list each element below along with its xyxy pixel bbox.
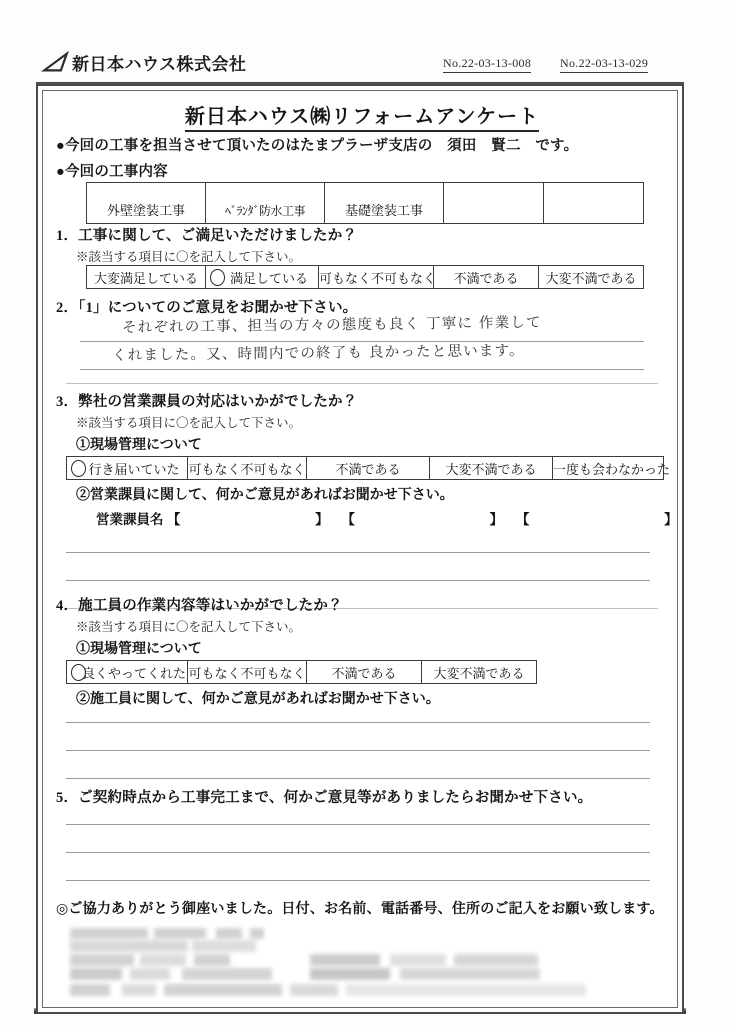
q4-option-0-label: 良くやってくれた <box>81 665 186 681</box>
page-title-text: 新日本ハウス㈱リフォームアンケート <box>185 104 539 132</box>
q3-option-2[interactable] <box>307 457 430 480</box>
question-3-options-table <box>66 456 671 480</box>
question-3-sub2: ②営業課員に関して、何かご意見があればお聞かせ下さい。 <box>76 488 454 503</box>
bracket-open-3: 【 <box>515 512 530 527</box>
work-content-table <box>86 182 644 224</box>
closing-note: ◎ご協力ありがとう御座いました。日付、お名前、電話番号、住所のご記入をお願い致します。 <box>56 902 664 917</box>
question-4-options-wrap <box>66 660 537 684</box>
bracket-close-1: 】 <box>315 512 329 527</box>
q1-option-4[interactable] <box>539 266 644 289</box>
q3-option-0-label: 行き届いていた <box>88 461 180 477</box>
page-title <box>38 100 686 129</box>
bracket-open-2: 【 <box>341 512 355 527</box>
document-number-1: No.22-03-13-008 <box>443 56 531 73</box>
writing-rule <box>66 852 650 853</box>
survey-content <box>38 86 686 1016</box>
company-name: 新日本ハウス株式会社 <box>72 55 247 75</box>
question-1-note: ※該当する項目に〇を記入して下さい。 <box>76 250 302 264</box>
question-2-heading: 2．「1」についてのご意見をお聞かせ下さい。 <box>56 300 358 316</box>
q3-option-0[interactable] <box>67 457 188 480</box>
question-3-sub1: ①現場管理について <box>76 438 202 453</box>
work-item-cell: 基礎塗装工事 <box>325 183 444 224</box>
q4-option-3-label: 大変不満である <box>433 665 525 681</box>
question-5-heading: 5．ご契約時点から工事完工まで、何かご意見等がありましたらお聞かせ下さい。 <box>56 790 593 806</box>
swoosh-logo-icon: ◿ <box>42 47 65 74</box>
question-4-heading: 4．施工員の作業内容等はいかがでしたか？ <box>56 598 343 614</box>
writing-rule <box>80 369 644 370</box>
document-number-2: No.22-03-13-029 <box>560 56 648 73</box>
survey-sheet <box>36 84 684 1014</box>
question-4-options-table <box>66 660 537 684</box>
question-4-sub1: ①現場管理について <box>76 642 202 657</box>
table-row <box>67 457 664 480</box>
table-row <box>67 661 537 684</box>
question-2-answer-line-2: くれました。又、時間内での終了も 良かったと思います。 <box>111 342 525 364</box>
q4-option-1[interactable] <box>188 661 307 684</box>
work-content-label: ●今回の工事内容 <box>56 164 168 180</box>
writing-rule <box>66 580 650 581</box>
sales-staff-name-row <box>96 508 678 528</box>
section-divider <box>66 383 658 384</box>
table-row <box>87 183 644 224</box>
letterhead <box>0 46 730 80</box>
writing-rule <box>66 778 650 779</box>
question-1-options-table <box>86 265 644 289</box>
question-3-options-wrap <box>66 456 671 480</box>
q4-option-0[interactable] <box>67 661 188 684</box>
q3-option-4-label: 一度も会わなかった <box>553 461 671 477</box>
q4-option-2[interactable] <box>307 661 422 684</box>
q4-option-2-label: 不満である <box>331 665 397 681</box>
q1-option-2[interactable] <box>319 266 437 289</box>
writing-rule <box>66 880 650 881</box>
q1-option-4-label: 大変不満である <box>545 270 637 286</box>
question-2-answer-line-1: それぞれの工事、担当の方々の態度も良く 丁寧に 作業して <box>121 314 542 336</box>
table-row <box>87 266 644 289</box>
question-3-note: ※該当する項目に〇を記入して下さい。 <box>76 416 302 430</box>
redacted-personal-info <box>70 926 646 1002</box>
q4-option-1-label: 可もなく不可もなく <box>188 665 306 681</box>
writing-rule <box>66 722 650 723</box>
sales-staff-name-label: 営業課員名 <box>96 512 164 527</box>
q1-option-2-label: 可もなく不可もなく <box>319 270 437 286</box>
q1-option-0-label: 大変満足している <box>93 270 198 286</box>
intro-line: ●今回の工事を担当させて頂いたのはたまプラーザ支店の 須田 賢二 です。 <box>56 138 579 154</box>
q1-option-1-label: 満足している <box>229 270 308 286</box>
writing-rule <box>66 552 650 553</box>
q3-option-3[interactable] <box>430 457 553 480</box>
q3-option-1-label: 可もなく不可もなく <box>188 461 306 477</box>
work-item-cell <box>444 183 544 224</box>
work-content-table-wrap <box>86 182 644 224</box>
q1-option-3[interactable] <box>434 266 539 289</box>
bracket-open-1: 【 <box>166 512 181 527</box>
question-1-options-wrap <box>86 265 644 289</box>
q1-option-0[interactable] <box>87 266 206 289</box>
q1-option-1[interactable] <box>206 266 319 289</box>
work-item-cell <box>544 183 644 224</box>
question-1-heading: 1．工事に関して、ご満足いただけましたか？ <box>56 228 358 244</box>
q1-option-3-label: 不満である <box>453 270 519 286</box>
writing-rule <box>66 824 650 825</box>
q3-option-4[interactable] <box>553 457 671 480</box>
q3-option-2-label: 不満である <box>335 461 401 477</box>
question-3-heading: 3．弊社の営業課員の対応はいかがでしたか？ <box>56 394 358 410</box>
question-4-note: ※該当する項目に〇を記入して下さい。 <box>76 620 302 634</box>
work-item-cell: ﾍﾞﾗﾝﾀﾞ防水工事 <box>206 183 325 224</box>
bracket-close-2: 】 <box>489 512 504 527</box>
bracket-close-3: 】 <box>664 512 678 527</box>
q4-option-3[interactable] <box>422 661 537 684</box>
q3-option-3-label: 大変不満である <box>445 461 537 477</box>
question-4-sub2: ②施工員に関して、何かご意見があればお聞かせ下さい。 <box>76 692 440 707</box>
q3-option-1[interactable] <box>188 457 307 480</box>
work-item-cell: 外壁塗装工事 <box>87 183 206 224</box>
writing-rule <box>66 750 650 751</box>
